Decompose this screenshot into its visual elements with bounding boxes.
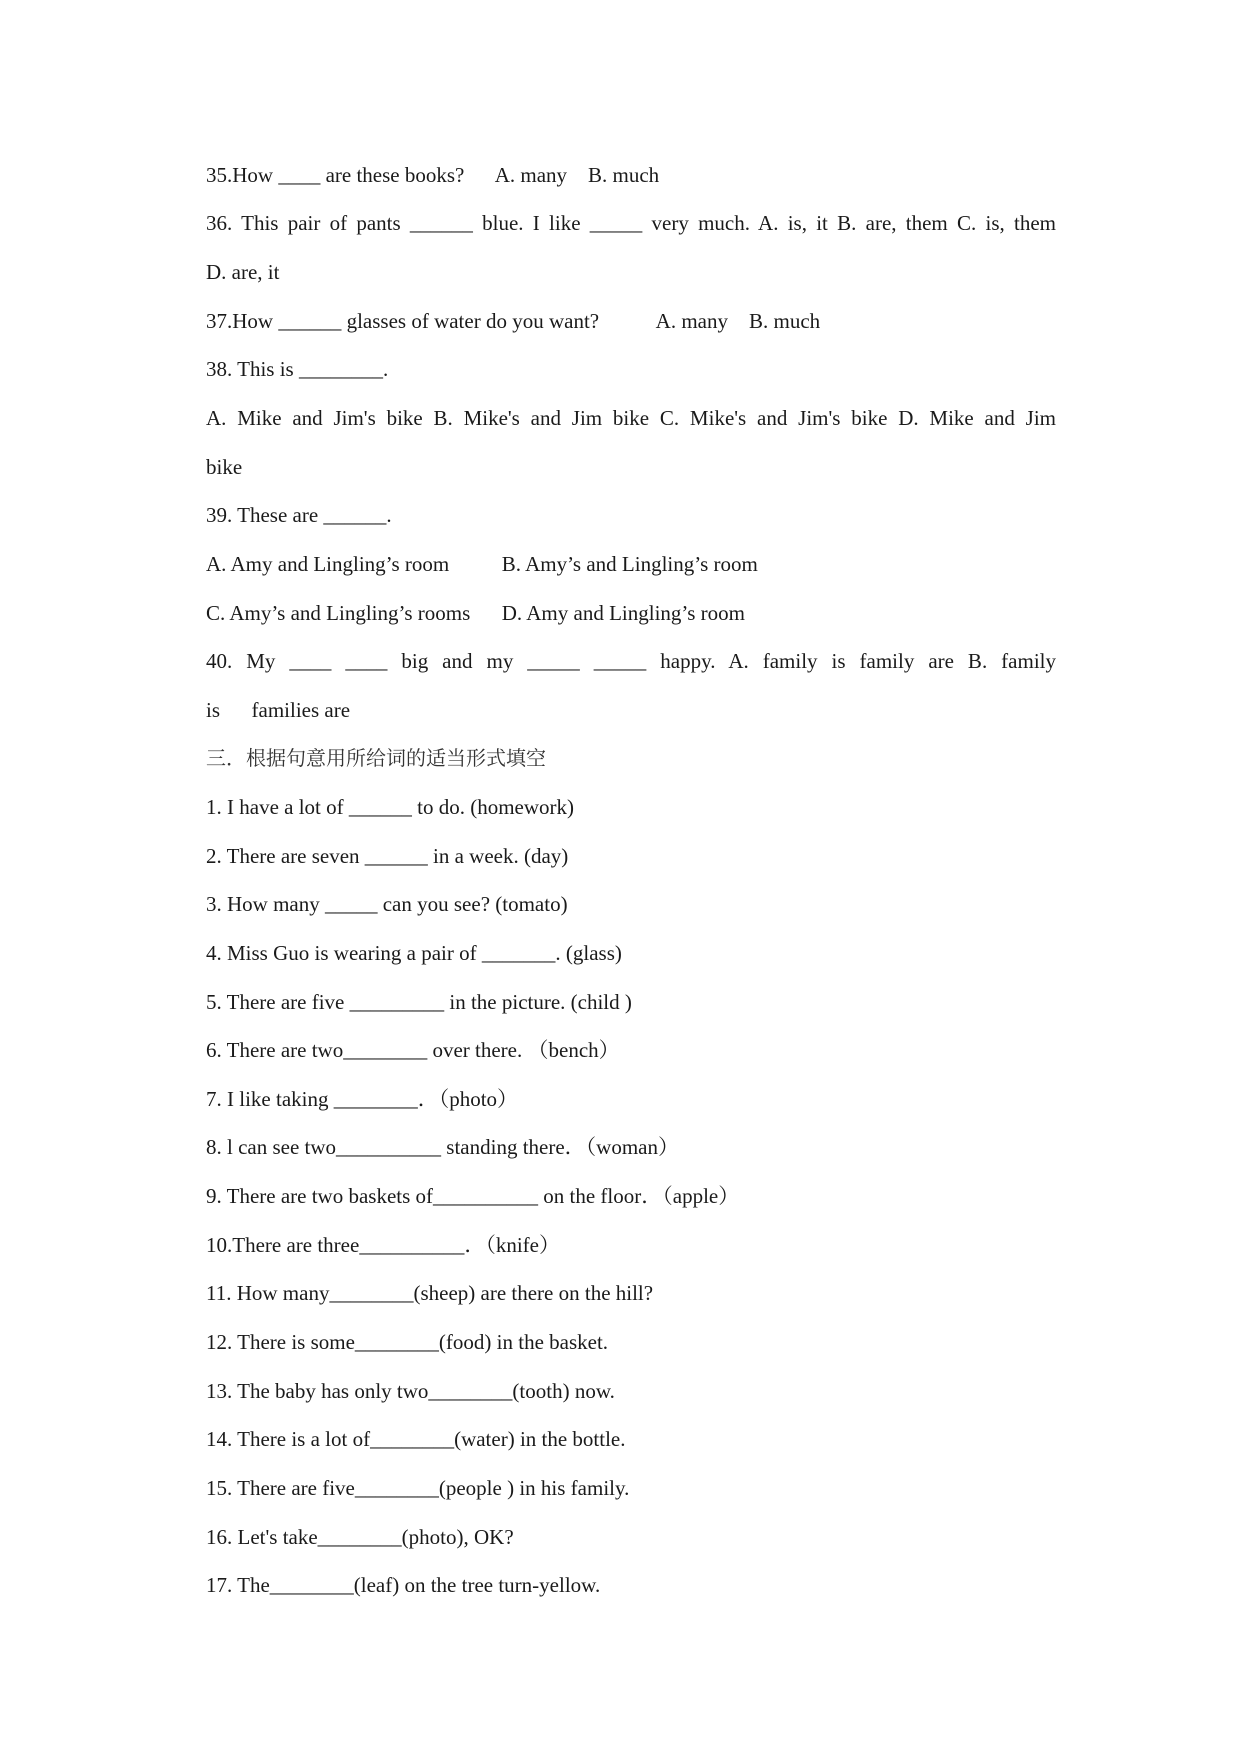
- fill-item-15: 15. There are five________(people ) in his family.: [206, 1476, 630, 1500]
- fill-item-4: 4. Miss Guo is wearing a pair of _______. (glass): [206, 941, 622, 965]
- question-35: 35.How ____ are these books? A. many B. much: [206, 163, 660, 187]
- question-36-option-d: D. are, it: [206, 260, 280, 284]
- fill-item-16: 16. Let's take________(photo), OK?: [206, 1525, 514, 1549]
- fill-item-12: 12. There is some________(food) in the basket.: [206, 1330, 609, 1354]
- section-heading: 三．根据句意用所给词的适当形式填空: [206, 746, 546, 770]
- question-37: 37.How ______ glasses of water do you want? A. many B. much: [206, 309, 821, 333]
- question-39-options-ab: A. Amy and Lingling’s room B. Amy’s and Lingling’s room: [206, 552, 758, 576]
- question-40-options-cont: is families are: [206, 698, 351, 722]
- fill-item-9: 9. There are two baskets of__________ on the floor．（apple）: [206, 1184, 740, 1208]
- fill-item-2: 2. There are seven ______ in a week. (day): [206, 844, 569, 868]
- question-40: 40. My ____ ____ big and my _____ _____ happy. A. family is family are B. family: [206, 649, 1056, 673]
- fill-item-14: 14. There is a lot of________(water) in the bottle.: [206, 1427, 626, 1451]
- fill-item-8: 8. l can see two__________ standing there．（woman）: [206, 1135, 679, 1159]
- fill-item-7: 7. I like taking ________．（photo）: [206, 1087, 519, 1111]
- fill-item-5: 5. There are five _________ in the picture. (child ): [206, 990, 632, 1014]
- question-39: 39. These are ______.: [206, 503, 392, 527]
- question-38-options-cont: bike: [206, 455, 243, 479]
- fill-item-1: 1. I have a lot of ______ to do. (homework): [206, 795, 575, 819]
- fill-item-13: 13. The baby has only two________(tooth) now.: [206, 1379, 615, 1403]
- question-36: 36. This pair of pants ______ blue. I like _____ very much. A. is, it B. are, them C. is, them: [206, 211, 1056, 235]
- fill-item-10: 10.There are three__________．（knife）: [206, 1233, 560, 1257]
- question-39-options-cd: C. Amy’s and Lingling’s rooms D. Amy and Lingling’s room: [206, 601, 746, 625]
- fill-item-6: 6. There are two________ over there. （bench）: [206, 1038, 620, 1062]
- fill-item-17: 17. The________(leaf) on the tree turn-yellow.: [206, 1573, 601, 1597]
- question-38-options: A. Mike and Jim's bike B. Mike's and Jim bike C. Mike's and Jim's bike D. Mike and Jim: [206, 406, 1056, 430]
- question-38: 38. This is ________.: [206, 357, 389, 381]
- fill-item-3: 3. How many _____ can you see? (tomato): [206, 892, 568, 916]
- fill-item-11: 11. How many________(sheep) are there on the hill?: [206, 1281, 654, 1305]
